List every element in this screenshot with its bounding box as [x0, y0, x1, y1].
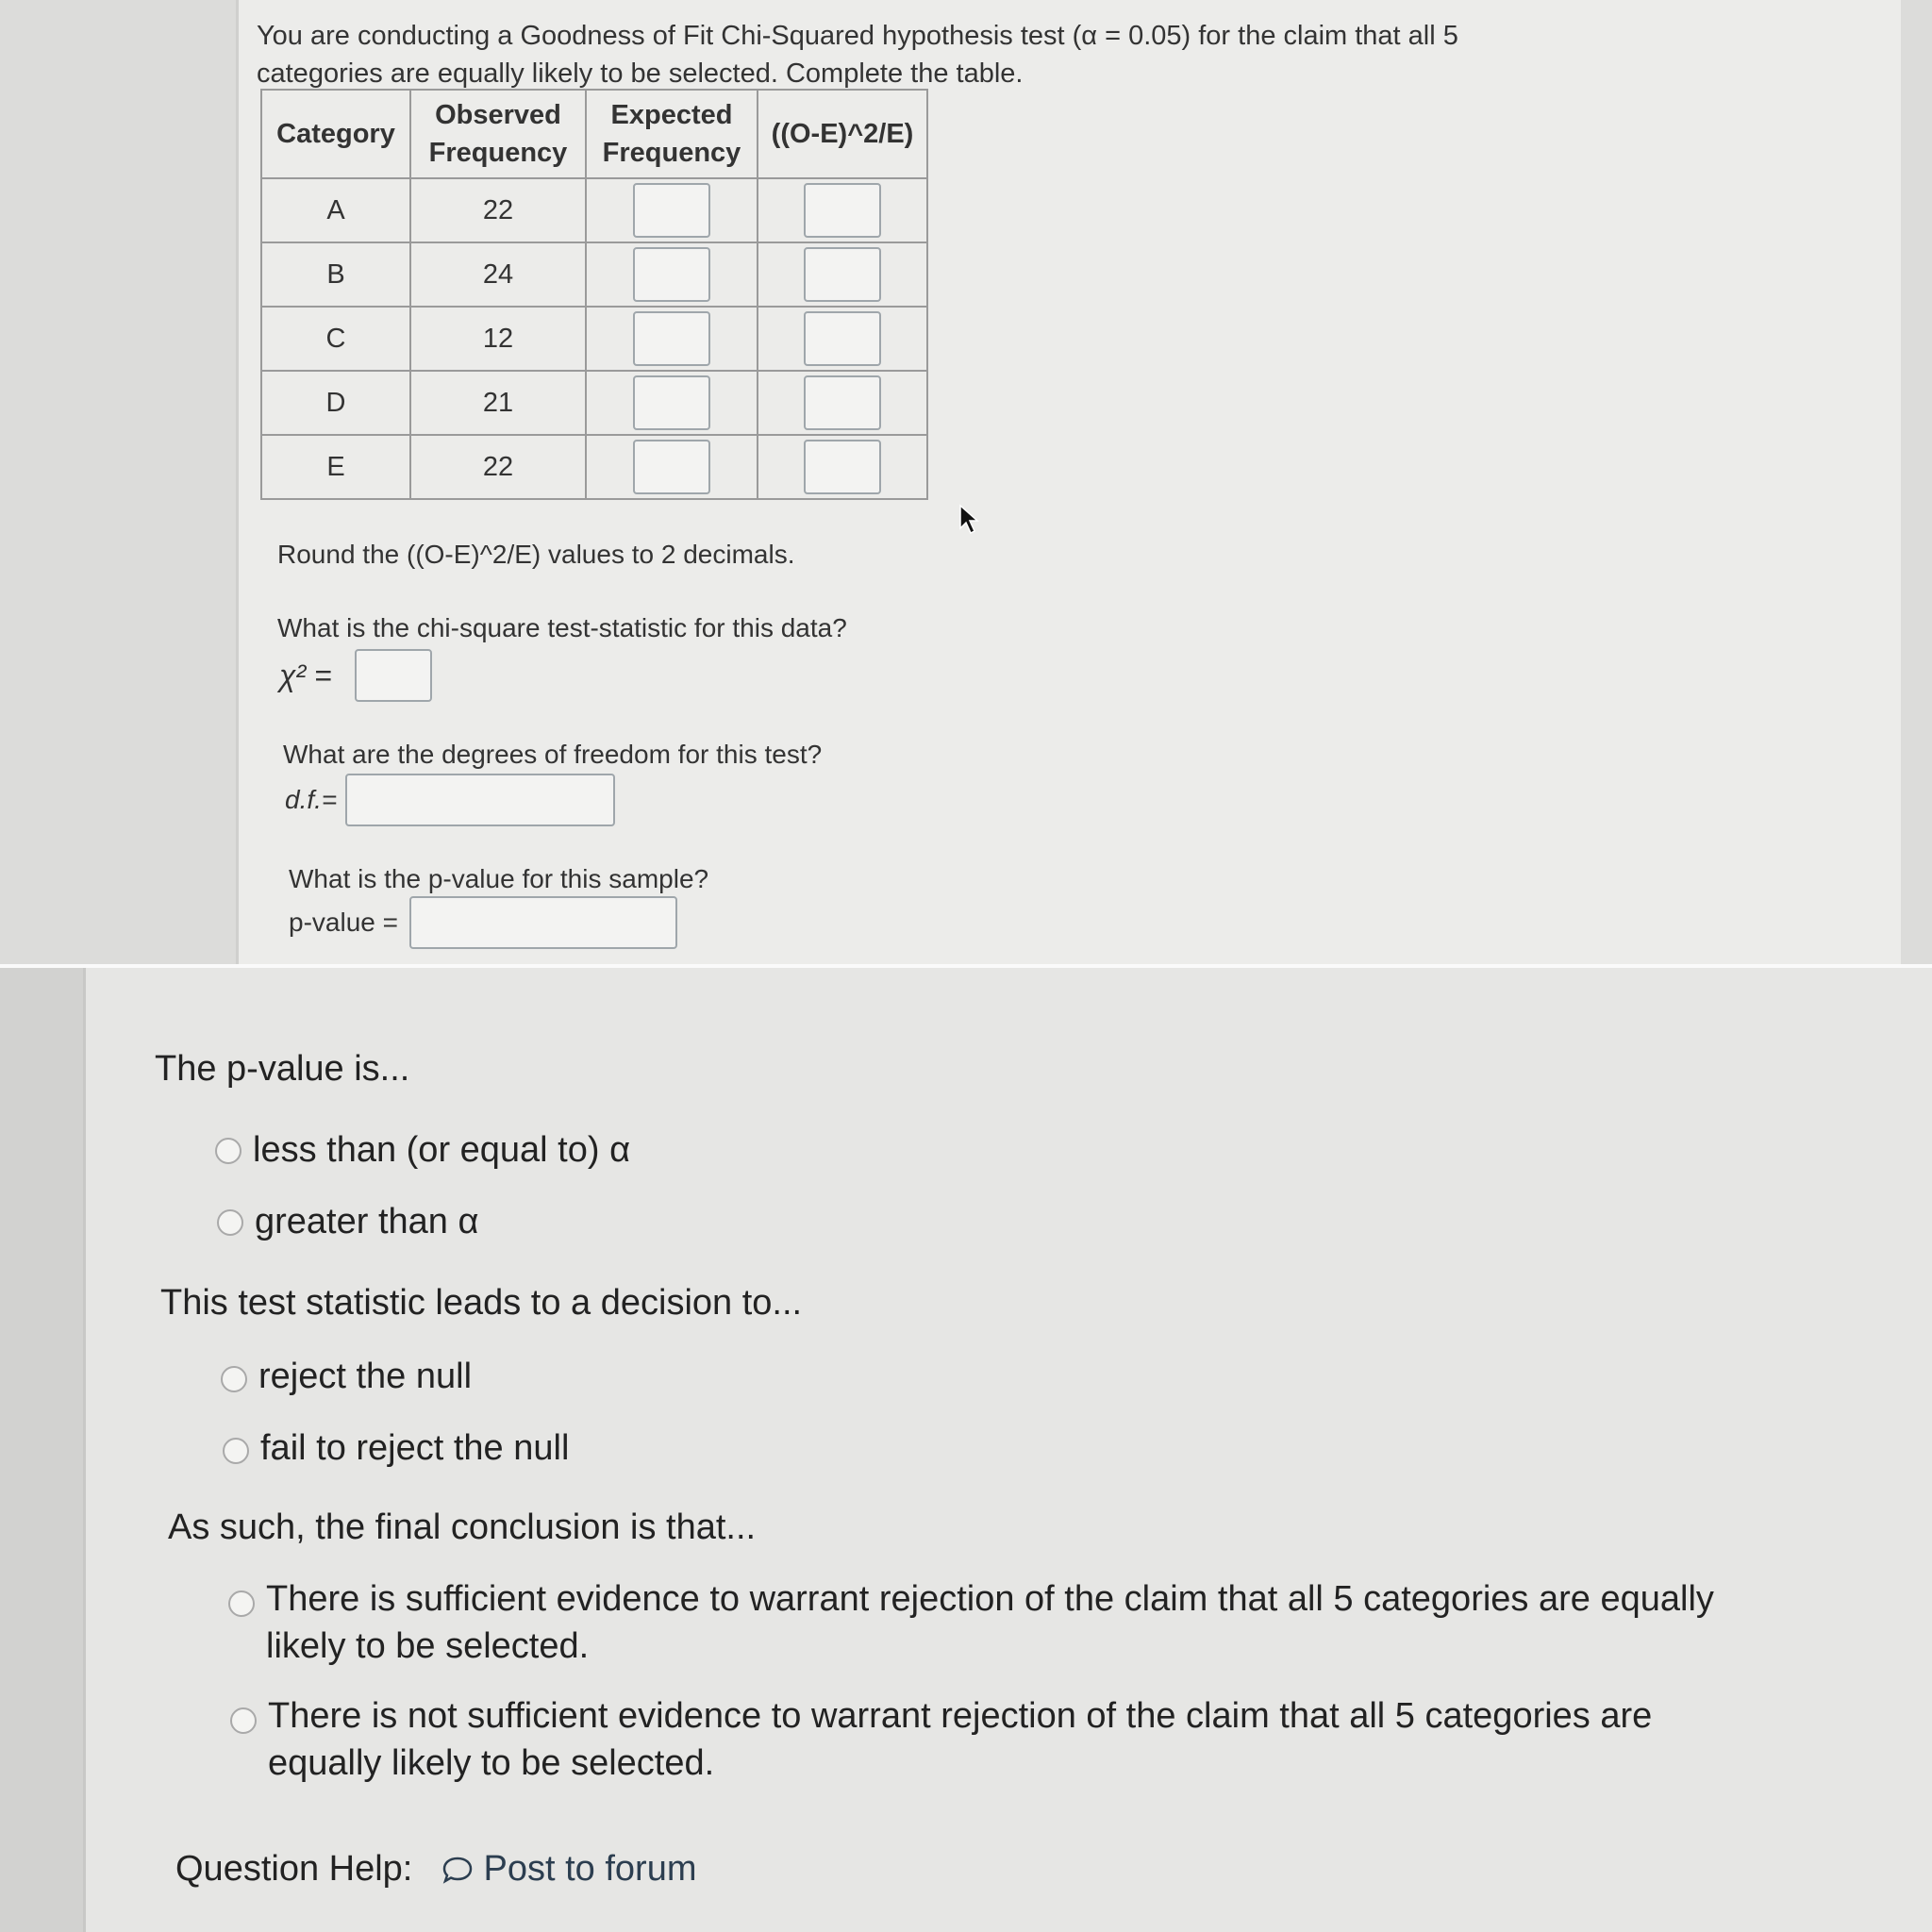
- radio-greater-than-alpha[interactable]: [217, 1209, 243, 1236]
- pvalue-compare-question: The p-value is...: [155, 1049, 410, 1089]
- table-row: [261, 371, 927, 435]
- round-note: Round the ((O-E)^2/E) values to 2 decimals.: [277, 540, 795, 569]
- expected-input[interactable]: [633, 440, 710, 494]
- pvalue-input[interactable]: [409, 896, 677, 949]
- category-cell: C: [261, 307, 410, 371]
- speech-bubble-icon[interactable]: [441, 1854, 474, 1886]
- header-observed: [410, 90, 586, 178]
- expected-cell: [586, 371, 758, 435]
- option-sufficient-line2: likely to be selected.: [266, 1626, 590, 1666]
- expected-cell: [586, 242, 758, 307]
- option-not-sufficient-line2: equally likely to be selected.: [268, 1743, 715, 1783]
- contribution-cell: [758, 371, 927, 435]
- header-expected-line2: Frequency: [602, 138, 741, 168]
- category-cell: E: [261, 435, 410, 499]
- option-less-than-alpha[interactable]: less than (or equal to) α: [253, 1130, 631, 1170]
- expected-input[interactable]: [633, 247, 710, 302]
- question-help-label: Question Help:: [175, 1849, 413, 1889]
- mouse-pointer-icon: [958, 504, 981, 536]
- goodness-of-fit-table: [260, 89, 928, 500]
- category-cell: D: [261, 371, 410, 435]
- header-expected-line1: Expected: [610, 100, 733, 130]
- header-observed-line1: Observed: [435, 100, 561, 130]
- df-label: d.f.=: [285, 785, 338, 814]
- contribution-input[interactable]: [804, 311, 881, 366]
- header-contribution: ((O-E)^2/E): [758, 90, 927, 178]
- question-help: [175, 1849, 696, 1890]
- question-intro: You are conducting a Goodness of Fit Chi-Squared hypothesis test (α = 0.05) for the claim that all 5 categories are equally likely to be selected. Complete the table.: [257, 21, 1458, 89]
- option-reject-null[interactable]: reject the null: [258, 1357, 473, 1396]
- option-sufficient-line1: There is sufficient evidence to warrant rejection of the claim that all 5 categories are equally: [266, 1579, 1714, 1619]
- contribution-cell: [758, 435, 927, 499]
- option-not-sufficient-evidence[interactable]: [268, 1692, 1740, 1787]
- header-expected: [586, 90, 758, 178]
- radio-reject-null[interactable]: [221, 1366, 247, 1392]
- option-greater-than-alpha[interactable]: greater than α: [255, 1202, 479, 1241]
- radio-fail-to-reject-null[interactable]: [223, 1438, 249, 1464]
- radio-less-than-alpha[interactable]: [215, 1138, 242, 1164]
- radio-not-sufficient-evidence[interactable]: [230, 1707, 257, 1734]
- contribution-input[interactable]: [804, 247, 881, 302]
- table-row: [261, 242, 927, 307]
- conclusion-question: As such, the final conclusion is that...: [168, 1507, 757, 1547]
- category-cell: B: [261, 242, 410, 307]
- header-category: Category: [261, 90, 410, 178]
- contribution-cell: [758, 242, 927, 307]
- expected-input[interactable]: [633, 183, 710, 238]
- contribution-cell: [758, 307, 927, 371]
- decision-question: This test statistic leads to a decision to...: [160, 1283, 803, 1323]
- table-header-row: [261, 90, 927, 178]
- table-row: [261, 435, 927, 499]
- contribution-input[interactable]: [804, 375, 881, 430]
- df-input[interactable]: [345, 774, 615, 826]
- chi-square-input[interactable]: [355, 649, 432, 702]
- option-fail-to-reject-null[interactable]: fail to reject the null: [260, 1428, 570, 1468]
- observed-cell: 24: [410, 242, 586, 307]
- expected-cell: [586, 435, 758, 499]
- pvalue-question: What is the p-value for this sample?: [289, 864, 709, 893]
- table-row: [261, 307, 927, 371]
- radio-sufficient-evidence[interactable]: [228, 1591, 255, 1617]
- option-sufficient-evidence[interactable]: [266, 1575, 1738, 1670]
- post-to-forum-link[interactable]: Post to forum: [483, 1849, 697, 1889]
- contribution-input[interactable]: [804, 440, 881, 494]
- observed-cell: 22: [410, 435, 586, 499]
- observed-cell: 21: [410, 371, 586, 435]
- option-not-sufficient-line1: There is not sufficient evidence to warrant rejection of the claim that all 5 categories are: [268, 1696, 1653, 1736]
- expected-cell: [586, 178, 758, 242]
- chi-square-label: χ² =: [279, 658, 332, 692]
- expected-input[interactable]: [633, 311, 710, 366]
- pvalue-label: p-value =: [289, 908, 398, 937]
- chi-square-question: What is the chi-square test-statistic for this data?: [277, 613, 847, 642]
- contribution-input[interactable]: [804, 183, 881, 238]
- table-row: [261, 178, 927, 242]
- df-question: What are the degrees of freedom for this test?: [283, 740, 823, 769]
- observed-cell: 12: [410, 307, 586, 371]
- category-cell: A: [261, 178, 410, 242]
- observed-cell: 22: [410, 178, 586, 242]
- header-observed-line2: Frequency: [428, 138, 568, 168]
- contribution-cell: [758, 178, 927, 242]
- expected-cell: [586, 307, 758, 371]
- expected-input[interactable]: [633, 375, 710, 430]
